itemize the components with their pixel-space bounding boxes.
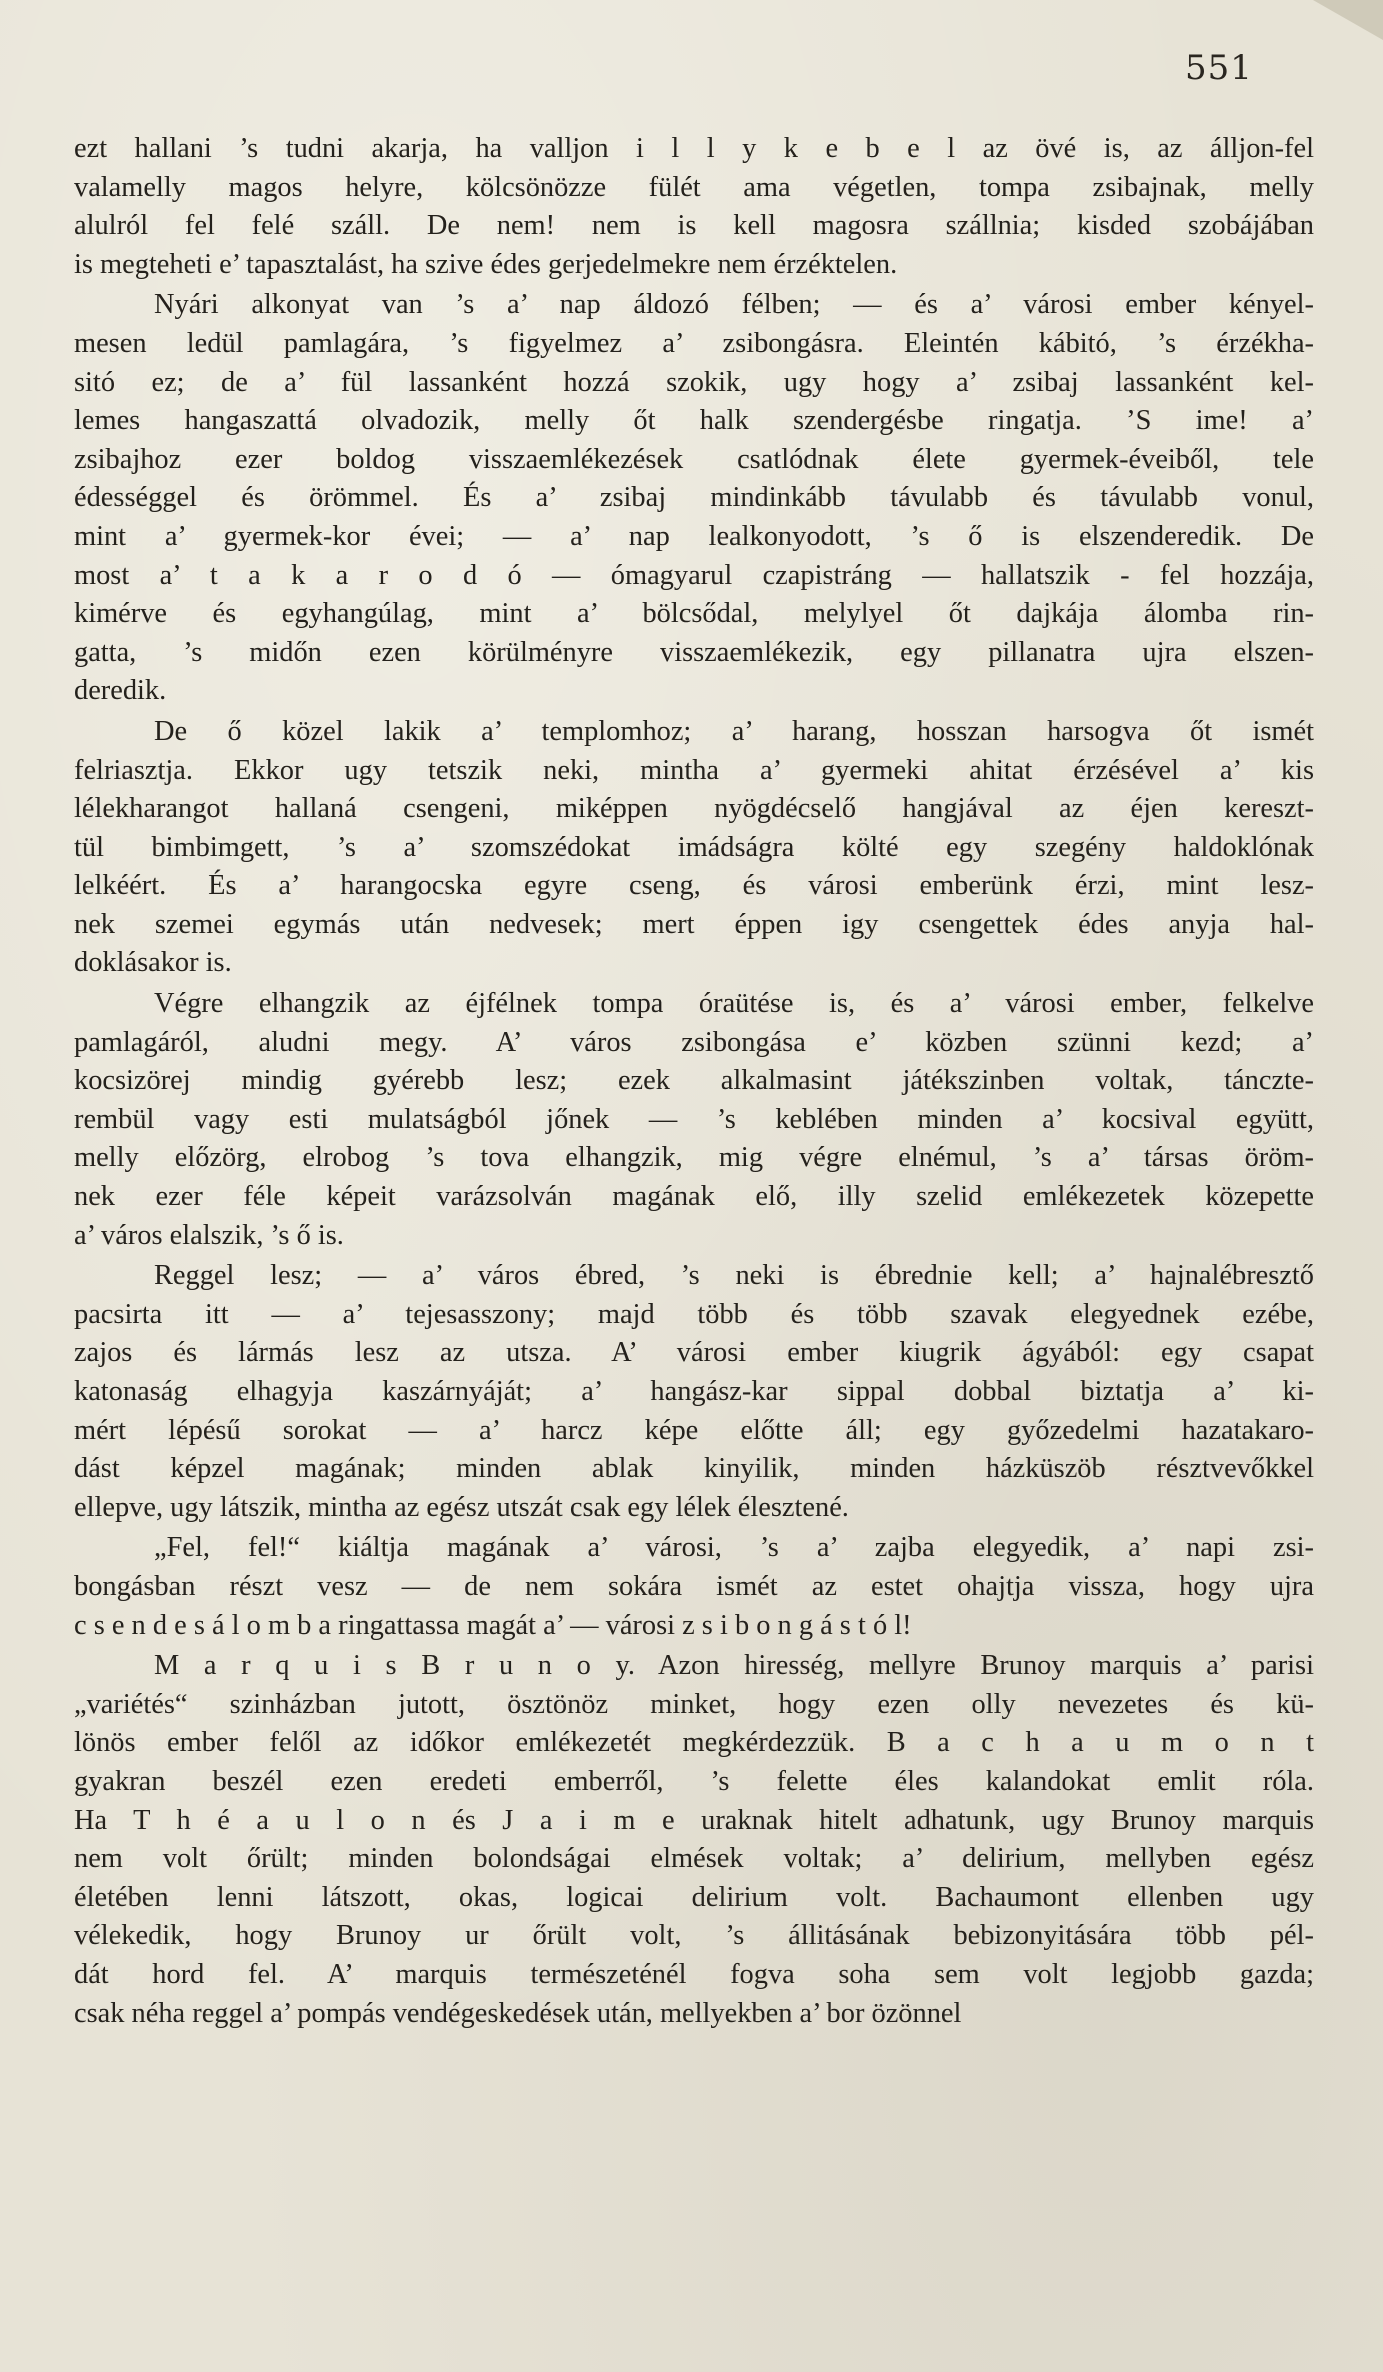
text-line: ezt hallani ’s tudni akarja, ha valljon i l l y k e b e l az övé is, az állјon-fel [74,133,1314,164]
page-number: 551 [1185,48,1253,88]
text-line: „variétés“ szinházban jutott, ösztönöz minket, hogy ezen olly nevezetes és kü- [74,1688,1314,1720]
text-line: Nyári alkonyat van ’s a’ nap áldozó félben; — és a’ városi ember kényel- [154,289,1314,321]
paragraph [74,985,1314,1255]
text-line: vélekedik, hogy Brunoy ur őrült volt, ’s állitásának bebizonyitására több pél- [74,1920,1314,1952]
text-line: lemes hangaszattá olvadozik, melly őt halk szendergésbe ringatja. ’S ime! a’ [74,405,1314,437]
paragraph [74,713,1314,983]
text-line: sitó ez; de a’ fül lassanként hozzá szokik, ugy hogy a’ zsibaj lassanként kel- [74,366,1314,398]
text-line: „Fel, fel!“ kiáltja magának a’ városi, ’s a’ zajba elegyedik, a’ napi zsi- [154,1532,1314,1564]
text-line: nek ezer féle képeit varázsolván magának elő, illy szelid emlékezetek közepette [74,1181,1314,1213]
text-line: kocsizörej mindig gyérebb lesz; ezek alkalmasint játékszinben voltak, tánczte- [74,1065,1314,1097]
text-line: c s e n d e s á l o m b a ringattassa magát a’ — városi z s i b o n g á s t ó l! [74,1609,912,1641]
text-line: felriasztja. Ekkor ugy tetszik neki, mintha a’ gyermeki ahitat érzésével a’ kis [74,754,1314,786]
text-line: tül bimbimgett, ’s a’ szomszédokat imádságra költé egy szegény haldoklónak [74,831,1314,863]
text-line: kimérve és egyhangúlag, mint a’ bölcsődal, melylyel őt dajkája álomba rin- [74,598,1314,630]
text-line: nem volt őrült; minden bolondságai elmések voltak; a’ delirium, mellyben egész [74,1843,1314,1875]
text-line: zsibajhoz ezer boldog visszaemlékezések csatlódnak élete gyermek-éveiből, tele [74,443,1314,475]
text-line: bongásban részt vesz — de nem sokára ismét az estet ohajtja vissza, hogy ujra [74,1570,1314,1602]
text-line: dát hord fel. A’ marquis természeténél fogva soha sem volt legjobb gazda; [74,1958,1314,1990]
text-line: doklásakor is. [74,947,232,979]
body-text [74,130,1314,2033]
text-line: zajos és lármás lesz az utsza. A’ városi ember kiugrik ágyából: egy csapat [74,1337,1314,1369]
text-line: nek szemei egymás után nedvesek; mert éppen igy csengettek édes anyja hal- [74,908,1314,940]
text-line: pacsirta itt — a’ tejesasszony; majd több és több szavak elegyednek ezébe, [74,1298,1314,1330]
paragraph [74,1647,1314,2033]
paragraph [74,1529,1314,1645]
paragraph [74,130,1314,284]
text-line: De ő közel lakik a’ templomhoz; a’ harang, hosszan harsogva őt ismét [154,715,1314,747]
text-line: lelkéért. És a’ harangocska egyre cseng, és városi emberünk érzi, mint lesz- [74,870,1314,902]
text-line: mért lépésű sorokat — a’ harcz képe előtte áll; egy győzedelmi hazatakaro- [74,1414,1314,1446]
text-line: Végre elhangzik az éjfélnek tompa óraütése is, és a’ városi ember, felkelve [154,988,1314,1020]
text-line: pamlagáról, aludni megy. A’ város zsibongása e’ közben szünni kezd; a’ [74,1026,1314,1058]
text-line: rembül vagy esti mulatságból jőnek — ’s keblében minden a’ kocsival együtt, [74,1103,1314,1135]
text-line: csak néha reggel a’ pompás vendégeskedések után, mellyekben a’ bor özönnel [74,1997,962,2029]
text-line: alulról fel felé száll. De nem! nem is kell magosra szállnia; kisded szobájában [74,210,1314,242]
text-line: most a’ t a k a r o d ó — ómagyarul czapistráng — hallatszik - fel hozzája, [74,559,1314,591]
text-line: gyakran beszél ezen eredeti emberről, ’s felette éles kalandokat emlit róla. [74,1765,1314,1797]
text-line: deredik. [74,675,167,707]
text-line: életében lenni látszott, okas, logicai delirium volt. Bachaumont ellenben ugy [74,1881,1314,1913]
text-line: Ha T h é a u l o n és J a i m e uraknak hitelt adhatunk, ugy Brunoy marquis [74,1804,1314,1836]
text-line: gatta, ’s midőn ezen körülményre visszaemlékezik, egy pillanatra ujra elszen- [74,636,1314,668]
page-corner-fold [1313,0,1383,40]
text-line: mesen ledül pamlagára, ’s figyelmez a’ zsibongásra. Eleintén kábitó, ’s érzékha- [74,327,1314,359]
text-line: valamelly magos helyre, kölcsönözze fülét ama végetlen, tompa zsibajnak, melly [74,171,1314,203]
text-line: a’ város elalszik, ’s ő is. [74,1219,344,1251]
text-line: M a r q u i s B r u n o y. Azon hiresség, mellyre Brunoy marquis a’ parisi [154,1650,1314,1682]
text-line: mint a’ gyermek-kor évei; — a’ nap lealkonyodott, ’s ő is elszenderedik. De [74,520,1314,552]
text-line: lélekharangot hallaná csengeni, miképpen nyögdécselő hangjával az éjen kereszt- [74,793,1314,825]
text-line: dást képzel magának; minden ablak kinyilik, minden házküszöb résztvevőkkel [74,1453,1314,1485]
text-line: katonaság elhagyja kaszárnyáját; a’ hangász-kar sippal dobbal biztatja a’ ki- [74,1376,1314,1407]
text-line: is megteheti e’ tapasztalást, ha szive édes gerjedelmekre nem érzéktelen. [74,248,898,280]
text-line: melly előzörg, elrobog ’s tova elhangzik, mig végre elnémul, ’s a’ társas öröm- [74,1142,1314,1174]
paragraph [74,286,1314,711]
text-line: ellepve, ugy látszik, mintha az egész utszát csak egy lélek élesztené. [74,1491,849,1523]
text-line: lönös ember felől az időkor emlékezetét megkérdezzük. B a c h a u m o n t [74,1727,1314,1759]
paragraph [74,1257,1314,1527]
text-line: édességgel és örömmel. És a’ zsibaj mindinkább távulabb és távulabb vonul, [74,482,1314,514]
text-line: Reggel lesz; — a’ város ébred, ’s neki is ébrednie kell; a’ hajnalébresztő [154,1260,1314,1292]
